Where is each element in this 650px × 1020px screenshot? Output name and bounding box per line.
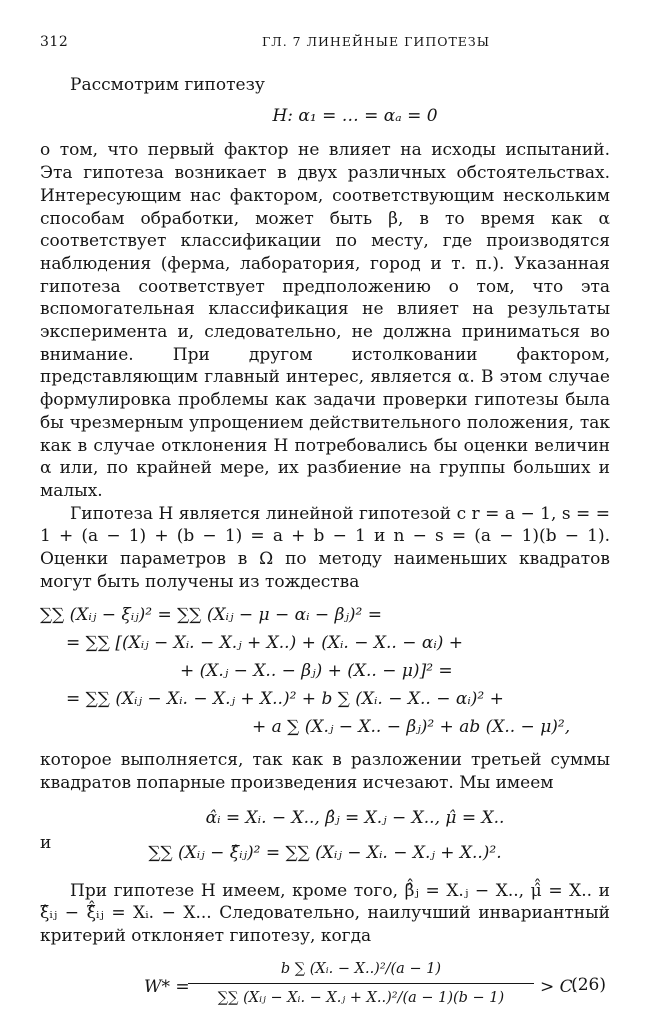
criterion-equation — [40, 958, 610, 1020]
criterion-rhs: > C. — [540, 976, 578, 997]
page-number: 312 — [40, 34, 69, 50]
and-word: и — [40, 832, 52, 853]
residual-equation: ∑∑ (Xᵢⱼ − ξ̂ᵢⱼ)² = ∑∑ (Xᵢⱼ − Xᵢ. − X.ⱼ + X..)². — [148, 842, 502, 863]
paragraph-2: Гипотеза H является линейной гипотезой с r = a − 1, s = = 1 + (a − 1) + (b − 1) = a + b − 1 и n − s = (a − 1)(b − 1). Оценки параметров в Ω по методу наименьших квадратов могут быть получены из тождества — [40, 503, 610, 592]
paragraph-1: о том, что первый фактор не влияет на исходы испытаний. Эта гипотеза возникает в двух различных обстоятельствах. Интересующим нас фактором, соответствующим нескольким способам обработки, может быть β, в то время как α соответствует классификации по месту, где производятся наблюдения (ферма, лаборатория, город и т. п.). Указанная гипотеза соответствует предположению о том, что эта вспомогательная классификация не влияет на результаты эксперимента и, следовательно, не должна приниматься во внимание. При другом истолковании фактором, представляющим главный интерес, является α. В этом случае формулировка проблемы как задачи проверки гипотезы была бы чрезмерным упрощением действительного положения, так как в случае отклонения H потребовались бы оценки величин α или, по крайней мере, их разбиение на группы больших и малых. — [40, 140, 610, 501]
identity-line-3: + (X.ⱼ − X.. − βⱼ) + (X.. − μ)]² = — [180, 661, 453, 682]
criterion-lhs: W* = — [144, 976, 190, 997]
page-body — [40, 70, 610, 1020]
identity-line-5: + a ∑ (X.ⱼ − X.. − βⱼ)² + ab (X.. − μ)², — [252, 717, 571, 738]
criterion-denominator: ∑∑ (Xᵢⱼ − Xᵢ. − X.ⱼ + X..)²/(a − 1)(b − 1) — [217, 989, 505, 1006]
estimates-equation: α̂ᵢ = Xᵢ. − X.., β̂ⱼ = X.ⱼ − X.., μ̂ = X.. — [205, 807, 505, 828]
paragraph-3: которое выполняется, так как в разложении третьей суммы квадратов попарные произведения исчезают. Мы имеем — [40, 750, 610, 794]
paragraph-4: При гипотезе H имеем, кроме того, β̂̂ⱼ = X.ⱼ − X.., μ̂̂ = X.. и ξ̂ᵢⱼ − ξ̂̂ᵢⱼ = Xᵢ. − X... Следовательно, наилучший инвариантный критерий отклоняет гипотезу, когда — [40, 880, 610, 946]
running-title: ГЛ. 7 ЛИНЕЙНЫЕ ГИПОТЕЗЫ — [262, 34, 491, 49]
hypothesis-display: H: α₁ = … = αₐ = 0 — [272, 105, 438, 126]
residual-row — [40, 832, 610, 866]
identity-equation — [40, 601, 610, 741]
page-header — [40, 34, 610, 56]
criterion-numerator: b ∑ (Xᵢ. − X..)²/(a − 1) — [280, 960, 442, 977]
identity-line-2: = ∑∑ [(Xᵢⱼ − Xᵢ. − X.ⱼ + X..) + (Xᵢ. − X.. − αᵢ) + — [66, 633, 464, 654]
criterion-fraction — [188, 958, 534, 1009]
identity-line-4: = ∑∑ (Xᵢⱼ − Xᵢ. − X.ⱼ + X..)² + b ∑ (Xᵢ. − X.. − αᵢ)² + — [66, 689, 504, 710]
equation-number: (26) — [571, 974, 606, 995]
identity-line-1: ∑∑ (Xᵢⱼ − ξᵢⱼ)² = ∑∑ (Xᵢⱼ − μ − αᵢ − βⱼ)² = — [40, 605, 382, 626]
intro-line: Рассмотрим гипотезу — [70, 75, 265, 95]
fraction-bar — [188, 983, 534, 984]
